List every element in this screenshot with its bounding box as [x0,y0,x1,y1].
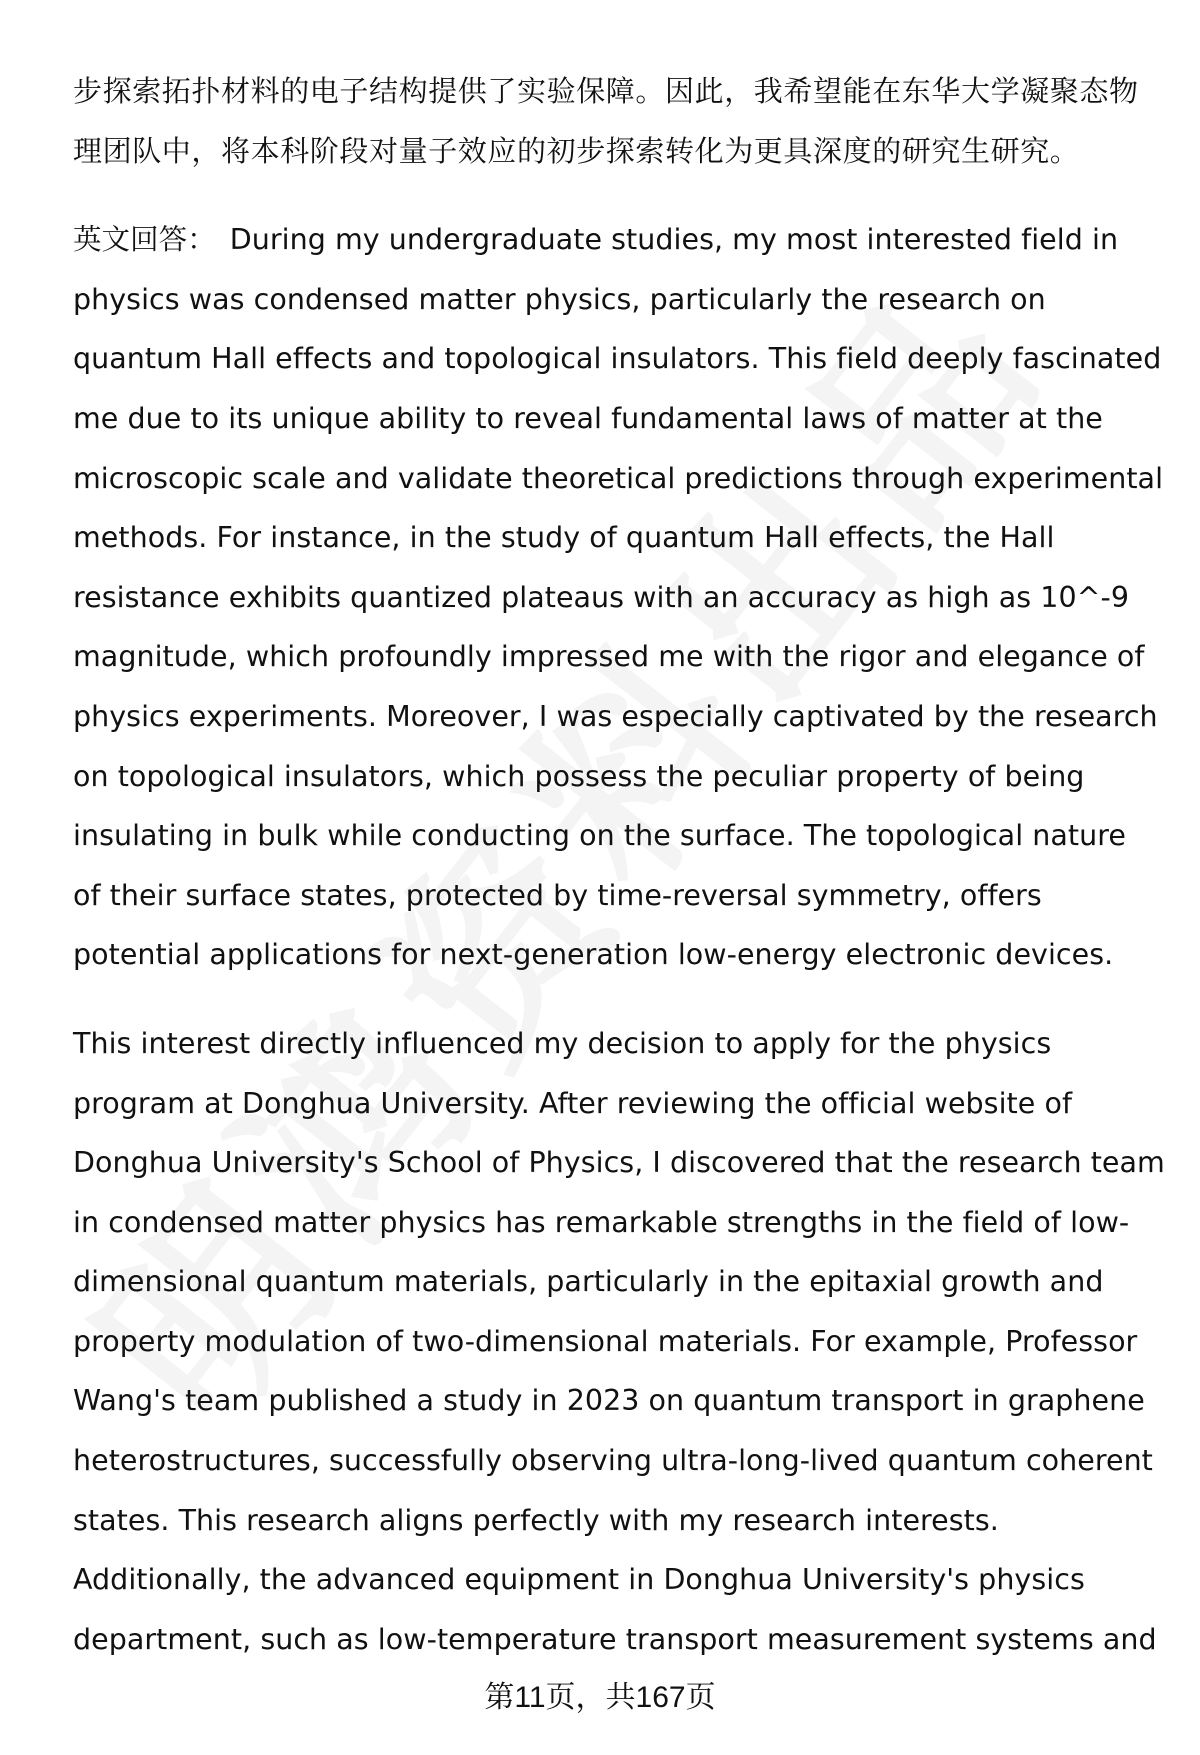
text-line: physics experiments. Moreover, I was especially captivated by the research [73,699,1158,733]
text-line: on topological insulators, which possess the peculiar property of being [73,759,1085,793]
text-line: Additionally, the advanced equipment in Donghua University's physics [73,1563,1085,1597]
text-line: 理团队中，将本科阶段对量子效应的初步探索转化为更具深度的研究生研究。 [73,133,1080,168]
answer-label: 英文回答： [73,223,216,257]
text-line: in condensed matter physics has remarkable strengths in the field of low- [73,1205,1130,1239]
text-line: property modulation of two-dimensional materials. For example, Professor [73,1324,1138,1358]
text-line: program at Donghua University. After reviewing the official website of [73,1086,1073,1120]
text-line: of their surface states, protected by time-reversal symmetry, offers [73,878,1042,912]
text-line-content: During my undergraduate studies, my most interested field in [229,223,1119,257]
paragraph-english-continued [73,1014,1165,1670]
text-line: me due to its unique ability to reveal fundamental laws of matter at the [73,401,1103,435]
text-line: This interest directly influenced my decision to apply for the physics [73,1026,1052,1060]
paragraph-chinese [73,62,1153,181]
text-line: physics was condensed matter physics, particularly the research on [73,282,1046,316]
paragraph-english-answer [73,210,1164,985]
text-line: Wang's team published a study in 2023 on quantum transport in graphene [73,1384,1145,1418]
paragraph-gap [73,181,1153,210]
text-line: insulating in bulk while conducting on the surface. The topological nature [73,819,1126,853]
text-line: potential applications for next-generation low-energy electronic devices. [73,938,1114,972]
text-line: magnitude, which profoundly impressed me with the rigor and elegance of [73,640,1145,674]
text-line: resistance exhibits quantized plateaus with an accuracy as high as 10^-9 [73,580,1130,614]
document-body [73,62,1165,1669]
paragraph-gap [73,985,1153,1014]
text-line: Donghua University's School of Physics, I discovered that the research team [73,1146,1165,1180]
text-line: department, such as low-temperature transport measurement systems and [73,1622,1157,1656]
text-line: dimensional quantum materials, particularly in the epitaxial growth and [73,1265,1104,1299]
text-line [73,210,1153,270]
text-line: heterostructures, successfully observing ultra-long-lived quantum coherent [73,1444,1153,1478]
text-line: quantum Hall effects and topological insulators. This field deeply fascinated [73,342,1162,376]
text-line: states. This research aligns perfectly with my research interests. [73,1503,999,1537]
text-line: 步探索拓扑材料的电子结构提供了实验保障。因此，我希望能在东华大学凝聚态物 [73,74,1139,108]
text-line: methods. For instance, in the study of quantum Hall effects, the Hall [73,521,1055,555]
text-line: microscopic scale and validate theoretical predictions through experimental [73,461,1164,495]
page-number: 第11页，共167页 [484,1681,716,1714]
